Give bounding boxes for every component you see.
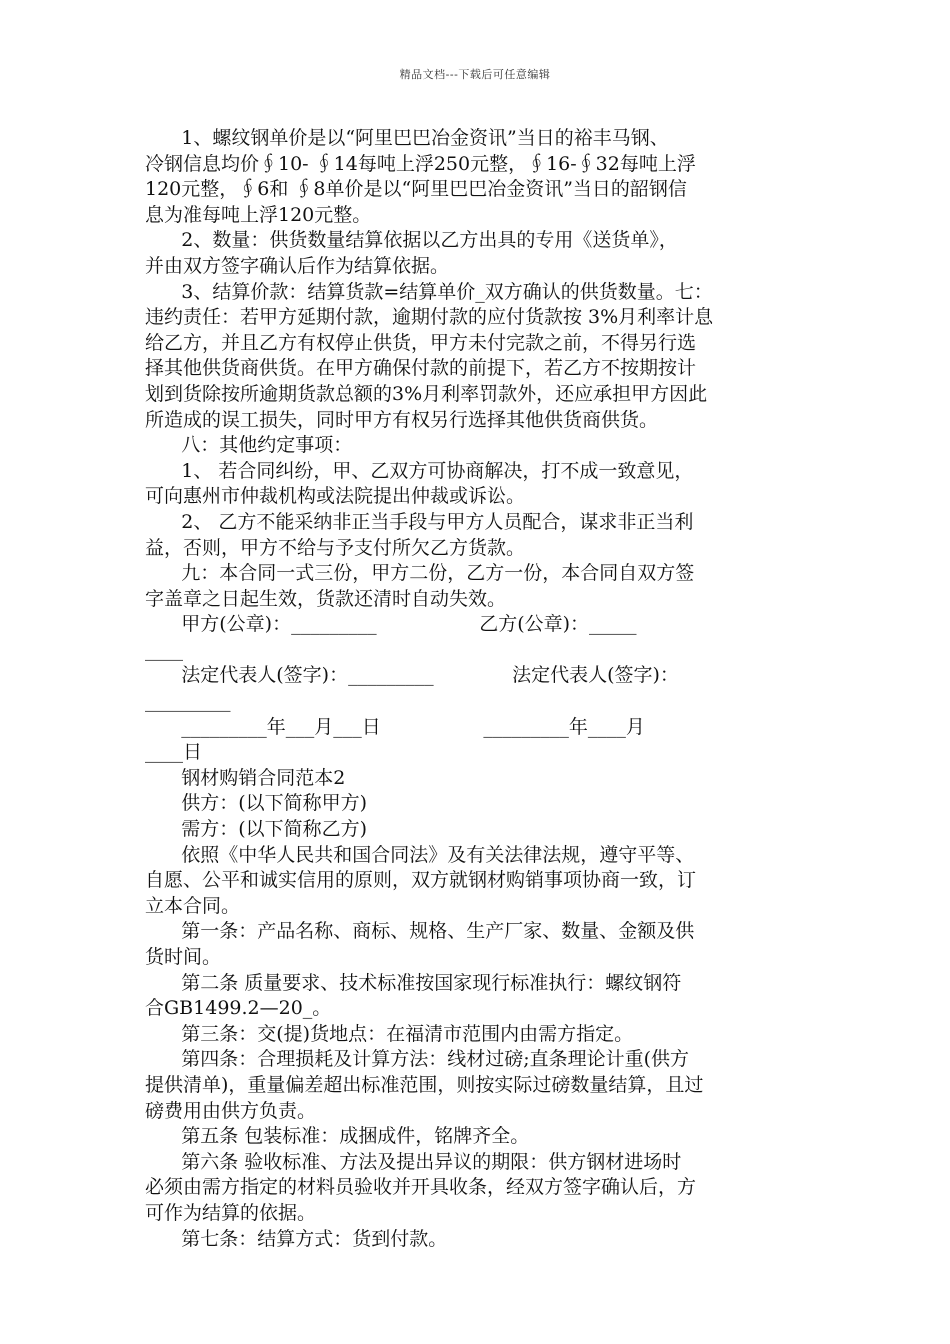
text-line: 划到货除按所逾期货款总额的3%月利率罚款外，还应承担甲方因此 — [145, 382, 708, 405]
text-line: 可作为结算的依据。 — [145, 1201, 317, 1224]
page-header: 精品文档---下载后可任意编辑 — [399, 68, 551, 81]
text-line: 八：其他约定事项： — [145, 434, 353, 457]
document-body — [145, 126, 805, 1252]
text-line: 自愿、公平和诚实信用的原则，双方就钢材购销事项协商一致，订 — [145, 869, 697, 892]
text-line: 货时间。 — [145, 946, 222, 968]
text-line: 违约责任：若甲方延期付款，逾期付款的应付货款按 3%月利率计息 — [145, 306, 714, 329]
date-line: _________年___月___日 _________年____月 — [145, 715, 645, 738]
text-line: 第二条 质量要求、技术标准按国家现行标准执行：螺纹钢符 — [145, 971, 682, 994]
text-line: 120元整，∮6和 ∮8单价是以“阿里巴巴冶金资讯”当日的韶钢信 — [145, 178, 687, 201]
text-line: 第一条：产品名称、商标、规格、生产厂家、数量、金额及供 — [145, 920, 695, 943]
text-line: 供方：(以下简称甲方) — [145, 792, 368, 815]
text-line: 所造成的误工损失，同时甲方有权另行选择其他供货商供货。 — [145, 408, 659, 431]
text-line: 2、 乙方不能采纳非正当手段与甲方人员配合，谋求非正当利 — [145, 510, 694, 533]
signature-line: 甲方(公章)：_________ 乙方(公章)：_____ — [145, 613, 637, 636]
text-line: 第四条：合理损耗及计算方法：线材过磅;直条理论计重(供方 — [145, 1048, 690, 1071]
text-line: 第五条 包装标准：成捆成件，铭牌齐全。 — [145, 1125, 530, 1148]
date-line: ____日 — [145, 741, 203, 764]
text-line: 第三条：交(提)货地点：在福清市范围内由需方指定。 — [145, 1022, 634, 1045]
text-line: 择其他供货商供货。在甲方确保付款的前提下，若乙方不按期按计 — [145, 357, 697, 380]
text-line: 1、 若合同纠纷，甲、乙双方可协商解决，打不成一致意见， — [145, 459, 694, 482]
text-line: 可向惠州市仲裁机构或法院提出仲裁或诉讼。 — [145, 485, 526, 508]
signature-line: ____ — [145, 638, 183, 661]
text-line: 立本合同。 — [145, 894, 241, 917]
section-title: 钢材购销合同范本2 — [145, 766, 346, 789]
text-line: 益，否则，甲方不给与予支付所欠乙方货款。 — [145, 536, 526, 559]
text-line: 合GB1499.2—20_。 — [145, 997, 332, 1020]
text-line: 冷钢信息均价∮10- ∮14每吨上浮250元整，∮16-∮32每吨上浮 — [145, 152, 696, 175]
text-line: 第七条：结算方式：货到付款。 — [145, 1227, 448, 1250]
text-line: 磅费用由供方负责。 — [145, 1099, 317, 1122]
text-line: 息为准每吨上浮120元整。 — [145, 203, 372, 226]
text-line: 依照《中华人民共和国合同法》及有关法律法规，遵守平等、 — [145, 843, 695, 866]
text-line: 给乙方，并且乙方有权停止供货，甲方未付完款之前，不得另行选 — [145, 331, 697, 354]
text-line: 需方：(以下简称乙方) — [145, 818, 368, 841]
text-line: 字盖章之日起生效，货款还清时自动失效。 — [145, 587, 507, 610]
text-line: 必须由需方指定的材料员验收并开具收条，经双方签字确认后，方 — [145, 1176, 697, 1199]
text-line: 2、数量：供货数量结算依据以乙方出具的专用《送货单》， — [145, 229, 678, 252]
text-line: 1、螺纹钢单价是以“阿里巴巴冶金资讯”当日的裕丰马钢、 — [145, 127, 669, 149]
text-line: 并由双方签字确认后作为结算依据。 — [145, 254, 450, 277]
text-line: 提供清单)，重量偏差超出标准范围，则按实际过磅数量结算，且过 — [145, 1073, 704, 1096]
signature-line: 法定代表人(签字)：_________ 法定代表人(签字)： — [145, 664, 679, 687]
text-line: 3、结算价款：结算货款=结算单价_双方确认的供货数量。七： — [145, 280, 713, 303]
signature-line: _________ — [145, 690, 231, 713]
text-line: 第六条 验收标准、方法及提出异议的期限：供方钢材进场时 — [145, 1150, 682, 1173]
text-line: 九：本合同一式三份，甲方二份，乙方一份，本合同自双方签 — [145, 562, 695, 585]
